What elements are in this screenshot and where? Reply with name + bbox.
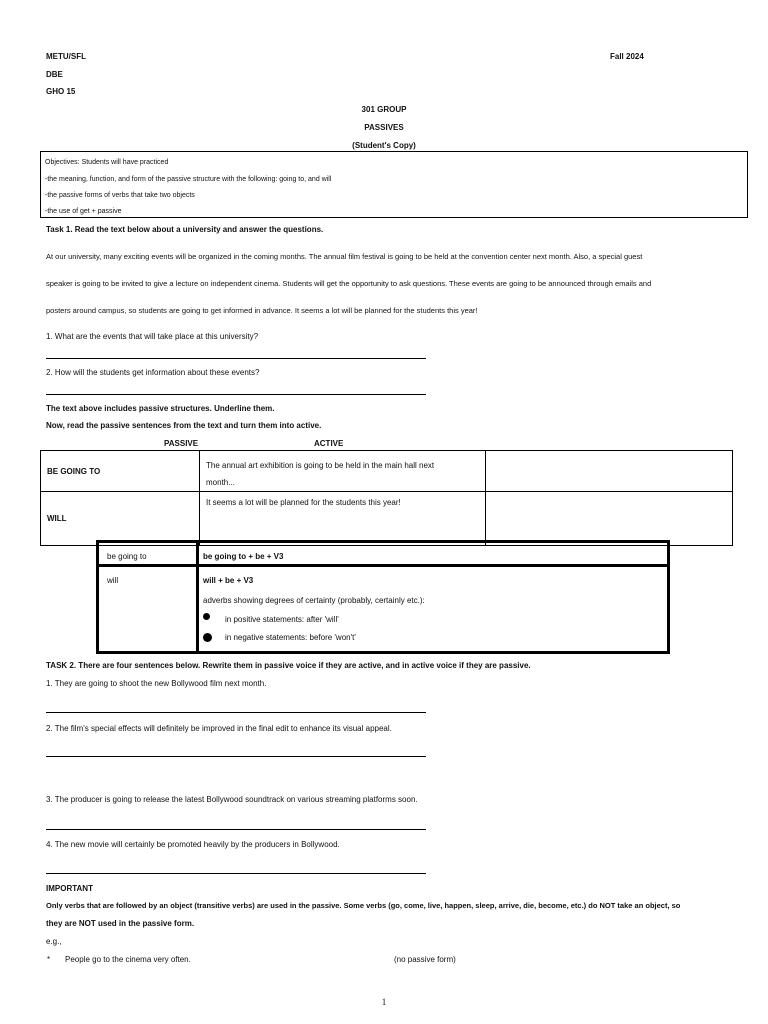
grammar-label-going-to: be going to: [107, 552, 147, 561]
answer-line[interactable]: [46, 756, 426, 757]
objective-item: -the meaning, function, and form of the passive structure with the following: going to, and will: [45, 176, 332, 183]
bullet-icon: [203, 613, 210, 620]
task2-sentence-1: 1. They are going to shoot the new Bollywood film next month.: [46, 679, 267, 688]
answer-line[interactable]: [46, 829, 426, 830]
passive-sentence-cont: month...: [206, 478, 235, 487]
question-2: 2. How will the students get information about these events?: [46, 368, 260, 377]
objective-item: -the use of get + passive: [45, 208, 122, 215]
passive-sentence: It seems a lot will be planned for the students this year!: [206, 498, 401, 507]
task2-heading: TASK 2. There are four sentences below. Rewrite them in passive voice if they are active, and in active voice if they are passive.: [46, 661, 531, 670]
objectives-intro: Objectives: Students will have practiced: [45, 159, 169, 166]
passive-sentence: The annual art exhibition is going to be held in the main hall next: [206, 461, 435, 470]
row-label: BE GOING TO: [41, 451, 200, 492]
task2-sentence-3: 3. The producer is going to release the latest Bollywood soundtrack on various streaming platforms soon.: [46, 795, 418, 804]
course-code: GHO 15: [46, 87, 76, 96]
adverbs-note: adverbs showing degrees of certainty (probably, certainly etc.):: [203, 596, 425, 605]
important-line: Only verbs that are followed by an object (transitive verbs) are used in the passive. Some verbs (go, come, live, happen, sleep, arrive, die, become, etc.) do NOT take an object, so: [46, 901, 681, 910]
term: Fall 2024: [610, 52, 644, 61]
topic-title: PASSIVES: [364, 123, 404, 132]
task2-sentence-4: 4. The new movie will certainly be promoted heavily by the producers in Bollywood.: [46, 840, 340, 849]
important-line: they are NOT used in the passive form.: [46, 919, 195, 928]
passive-cell: [200, 492, 486, 546]
adverb-rule-positive: in positive statements: after 'will': [225, 615, 339, 624]
instruction-active: Now, read the passive sentences from the text and turn them into active.: [46, 421, 322, 430]
paragraph-line: At our university, many exciting events will be organized in the coming months. The annual film festival is going to be held at the convention center next month. Also, a special guest: [46, 252, 643, 261]
grammar-form-going-to: be going to + be + V3: [203, 552, 284, 561]
row-label: WILL: [41, 492, 200, 546]
passive-active-table: [40, 450, 733, 546]
example-sentence: People go to the cinema very often.: [65, 955, 191, 964]
institution: METU/SFL: [46, 52, 86, 61]
column-active: ACTIVE: [314, 439, 344, 448]
grammar-box: [96, 540, 670, 654]
task1-heading: Task 1. Read the text below about a university and answer the questions.: [46, 225, 324, 234]
objective-item: -the passive forms of verbs that take two objects: [45, 192, 195, 199]
answer-line[interactable]: [46, 873, 426, 874]
objectives-box: [40, 151, 748, 218]
answer-line[interactable]: [46, 358, 426, 359]
grammar-form-will: will + be + V3: [203, 576, 254, 585]
paragraph-line: posters around campus, so students are going to get informed in advance. It seems a lot will be planned for the students this year!: [46, 306, 478, 315]
table-row: [41, 451, 733, 492]
group-title: 301 GROUP: [361, 105, 407, 114]
column-passive: PASSIVE: [164, 439, 199, 448]
grammar-label-will: will: [107, 576, 119, 585]
example-label: e.g.,: [46, 937, 62, 946]
passive-cell: [200, 451, 486, 492]
important-title: IMPORTANT: [46, 884, 93, 893]
active-answer-cell[interactable]: [486, 492, 733, 546]
question-1: 1. What are the events that will take place at this university?: [46, 332, 259, 341]
paragraph-line: speaker is going to be invited to give a lecture on independent cinema. Students will get the opportunity to ask questions. These events are going to be announced through emails and: [46, 279, 652, 288]
bullet-icon: [203, 633, 212, 642]
example-note: (no passive form): [394, 955, 456, 964]
adverb-rule-negative: in negative statements: before 'won't': [225, 633, 356, 642]
task2-sentence-2: 2. The film's special effects will definitely be improved in the final edit to enhance its visual appeal.: [46, 724, 392, 733]
answer-line[interactable]: [46, 394, 426, 395]
active-answer-cell[interactable]: [486, 451, 733, 492]
copy-label: (Student's Copy): [352, 141, 416, 150]
example-bullet: *: [47, 955, 51, 964]
instruction-underline: The text above includes passive structures. Underline them.: [46, 404, 275, 413]
table-row: [41, 492, 733, 546]
department: DBE: [46, 70, 63, 79]
page-number: 1: [381, 997, 387, 1007]
answer-line[interactable]: [46, 712, 426, 713]
